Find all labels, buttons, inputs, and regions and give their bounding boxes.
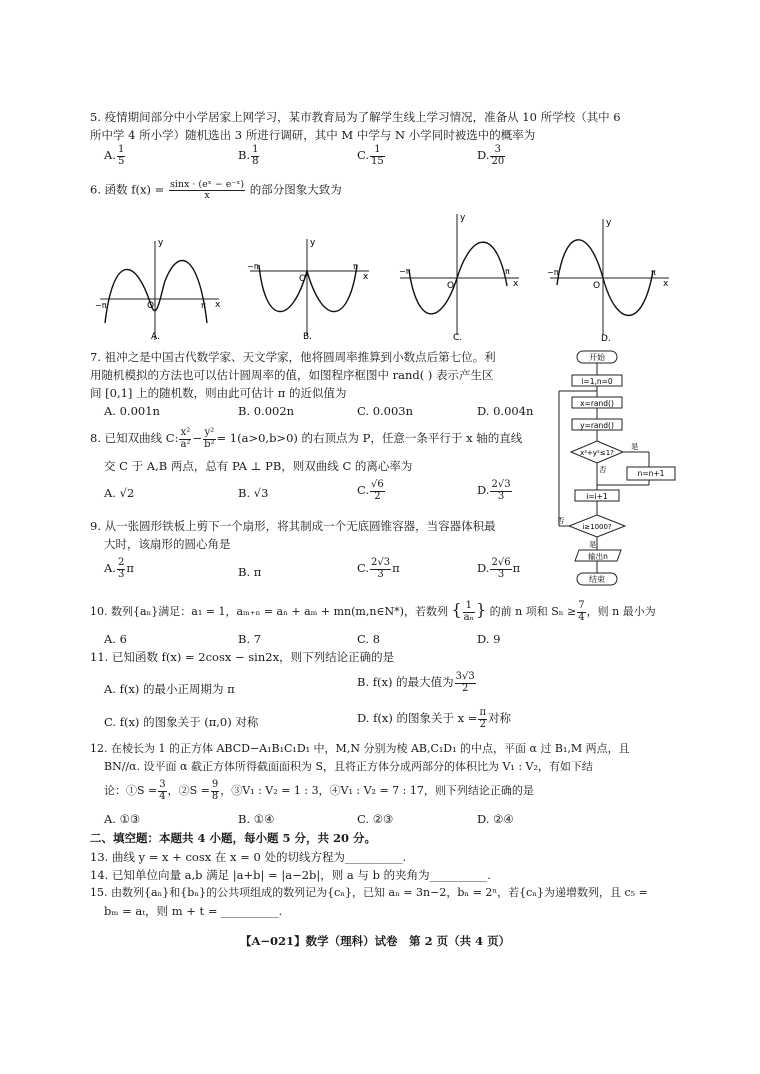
q11-option-b: B. f(x) 的最大值为 $\frac{3√3}{2}$ — [357, 671, 475, 694]
q12-option-a: A. ①③ — [104, 812, 141, 826]
q12-option-b: B. ①④ — [238, 812, 275, 826]
svg-text:C.: C. — [453, 333, 463, 343]
svg-text:输出n: 输出n — [588, 552, 608, 561]
q6-graph-d — [545, 215, 675, 345]
q8-option-b: B. √3 — [238, 486, 269, 500]
q7-line3: 间 [0,1] 上的随机数，则由此可估计 π 的近似值为 — [90, 386, 347, 400]
svg-text:结束: 结束 — [589, 575, 605, 584]
svg-text:A.: A. — [151, 332, 160, 342]
svg-text:B.: B. — [303, 332, 313, 342]
svg-text:y: y — [158, 238, 164, 248]
svg-text:π: π — [651, 268, 656, 277]
q10-option-d: D. 9 — [477, 632, 501, 646]
q11-line1: 11. 已知函数 f(x) = 2cosx − sin2x，则下列结论正确的是 — [90, 650, 395, 664]
q8-line1: 8. 已知双曲线 C: $\frac{\text{x²}}{\text{a²}}$ − $\frac{\text{y²}}{\text{b²}}$ = 1(a>0,b>0) 的右顶点为 P，任意一条平行于 x 轴的直线 — [90, 427, 523, 450]
q7-line1: 7. 祖冲之是中国古代数学家、天文学家，他将圆周率推算到小数点后第七位。利 — [90, 350, 496, 364]
q8-option-a: A. √2 — [104, 486, 135, 500]
q7-option-c: C. 0.003n — [357, 404, 414, 418]
svg-text:n=n+1: n=n+1 — [637, 469, 665, 478]
svg-text:i=i+1: i=i+1 — [586, 492, 608, 501]
q12-line3: 论：①S = $\frac{3}{4}$ ，②S = $\frac{9}{8}$ ，③V₁ : V₂ = 1 : 3，④V₁ : V₂ = 7 : 17，则下列结论正确的是 — [104, 779, 534, 802]
q5-option-d: D. $\frac{3}{20}$ — [477, 144, 505, 167]
q9-line2: 大时，该扇形的圆心角是 — [104, 537, 231, 551]
q10-option-b: B. 7 — [238, 632, 262, 646]
q8-option-c: C. $\frac{√6}{2}$ — [357, 479, 384, 502]
q9-line1: 9. 从一张圆形铁板上剪下一个扇形，将其制成一个无底圆锥容器，当容器体积最 — [90, 519, 496, 533]
svg-text:O: O — [447, 281, 455, 291]
svg-text:x²+y²≤1?: x²+y²≤1? — [580, 449, 614, 457]
svg-text:x: x — [363, 272, 369, 282]
svg-text:O: O — [299, 274, 307, 284]
q7-option-b: B. 0.002n — [238, 404, 295, 418]
q5-option-c: C. $\frac{1}{15}$ — [357, 144, 384, 167]
svg-text:x: x — [663, 279, 669, 289]
svg-text:y: y — [310, 238, 316, 248]
q6-stem: 6. 函数 f(x) = $\frac{\text{sinx · (eˣ − e⁻ˣ)}}{x}$ 的部分图象大致为 — [90, 179, 342, 201]
q11-option-c: C. f(x) 的图象关于 (π,0) 对称 — [104, 715, 259, 729]
q5-line2: 所中学 4 所小学）随机选出 3 所进行调研，其中 M 中学与 N 小学同时被选中的概率为 — [90, 128, 536, 142]
svg-text:开始: 开始 — [589, 353, 605, 362]
q6-graph-b — [245, 235, 375, 345]
svg-text:i≥1000?: i≥1000? — [582, 523, 612, 531]
q15-line1: 15. 由数列{aₙ}和{bₙ}的公共项组成的数列记为{cₙ}，已知 aₙ = 3n−2，bₙ = 2ⁿ，若{cₙ}为递增数列，且 c₅ = — [90, 886, 648, 899]
q14: 14. 已知单位向量 a,b 满足 |a+b| = |a−2b|，则 a 与 b 的夹角为__________. — [90, 868, 491, 882]
svg-text:y: y — [606, 218, 612, 228]
q13: 13. 曲线 y = x + cosx 在 x = 0 处的切线方程为__________. — [90, 850, 407, 864]
q9-option-b: B. π — [238, 565, 262, 579]
svg-text:−π: −π — [547, 268, 559, 277]
q7-option-a: A. 0.001n — [104, 404, 160, 418]
q7-line2: 用随机模拟的方法也可以估计圆周率的值，如图程序框图中 rand( ) 表示产生区 — [90, 368, 494, 382]
q12-line1: 12. 在棱长为 1 的正方体 ABCD−A₁B₁C₁D₁ 中，M,N 分别为棱 AB,C₁D₁ 的中点，平面 α 过 B₁,M 两点，且 — [90, 742, 630, 755]
svg-text:π: π — [505, 267, 510, 276]
svg-text:是: 是 — [589, 540, 597, 549]
svg-text:x: x — [215, 300, 221, 310]
svg-text:x=rand(): x=rand() — [580, 399, 614, 408]
q11-option-a: A. f(x) 的最小正周期为 π — [104, 682, 235, 696]
page-footer: 【A−021】数学（理科）试卷 第 2 页（共 4 页） — [240, 934, 511, 948]
q15-line2: bₘ = aₜ，则 m + t = __________. — [104, 904, 283, 918]
q8-option-d: D. $\frac{2√3}{3}$ — [477, 479, 511, 502]
q12-option-d: D. ②④ — [477, 812, 514, 826]
svg-text:−π: −π — [399, 267, 411, 276]
q7-option-d: D. 0.004n — [477, 404, 534, 418]
svg-text:O: O — [147, 301, 155, 311]
q9-option-d: D. $\frac{2√6}{3}$ π — [477, 557, 521, 580]
svg-text:π: π — [201, 301, 206, 310]
svg-text:−π: −π — [95, 301, 107, 310]
q9-option-c: C. $\frac{2√3}{3}$ π — [357, 557, 400, 580]
section-fill-in-title: 二、填空题：本题共 4 小题，每小题 5 分，共 20 分。 — [90, 831, 377, 845]
q11-option-d: D. f(x) 的图象关于 x = $\frac{\pi}{2}$ 对称 — [357, 707, 512, 730]
svg-text:否: 否 — [557, 516, 565, 525]
svg-text:i=1,n=0: i=1,n=0 — [581, 377, 613, 386]
svg-text:π: π — [353, 262, 358, 271]
q12-option-c: C. ②③ — [357, 812, 394, 826]
svg-text:D.: D. — [601, 334, 611, 344]
q5-line1: 5. 疫情期间部分中小学居家上网学习，某市教育局为了解学生线上学习情况，准备从 10 所学校（其中 6 — [90, 110, 621, 124]
svg-text:x: x — [513, 279, 519, 289]
q10-option-c: C. 8 — [357, 632, 381, 646]
svg-text:是: 是 — [631, 442, 639, 451]
svg-text:−π: −π — [247, 262, 259, 271]
svg-text:否: 否 — [599, 465, 607, 474]
svg-text:y: y — [460, 213, 466, 223]
q5-option-a: A. $\frac{1}{5}$ — [104, 144, 125, 167]
q10-line1: 10. 数列{aₙ}满足：a₁ = 1，aₘ₊ₙ = aₙ + aₘ + mn(m,n∈N*)，若数列 { $\frac{1}{\text{aₙ}}$ } 的前 n 项和 Sₙ ≥ $\frac{7}{4}$ ，则 n 最小为 — [90, 600, 656, 623]
q12-line2: BN//α. 设平面 α 截正方体所得截面面积为 S，且将正方体分成两部分的体积比为 V₁ : V₂，有如下结 — [104, 760, 593, 773]
q5-option-b: B. $\frac{1}{8}$ — [238, 144, 259, 167]
q10-option-a: A. 6 — [104, 632, 127, 646]
q6-graph-a — [95, 235, 225, 345]
q9-option-a: A. $\frac{2}{3}$ π — [104, 557, 134, 580]
flowchart — [555, 345, 685, 595]
svg-text:O: O — [593, 281, 601, 291]
q6-graph-c — [395, 210, 525, 345]
q8-line2: 交 C 于 A,B 两点，总有 PA ⊥ PB，则双曲线 C 的离心率为 — [104, 459, 413, 473]
svg-text:y=rand(): y=rand() — [580, 421, 614, 430]
